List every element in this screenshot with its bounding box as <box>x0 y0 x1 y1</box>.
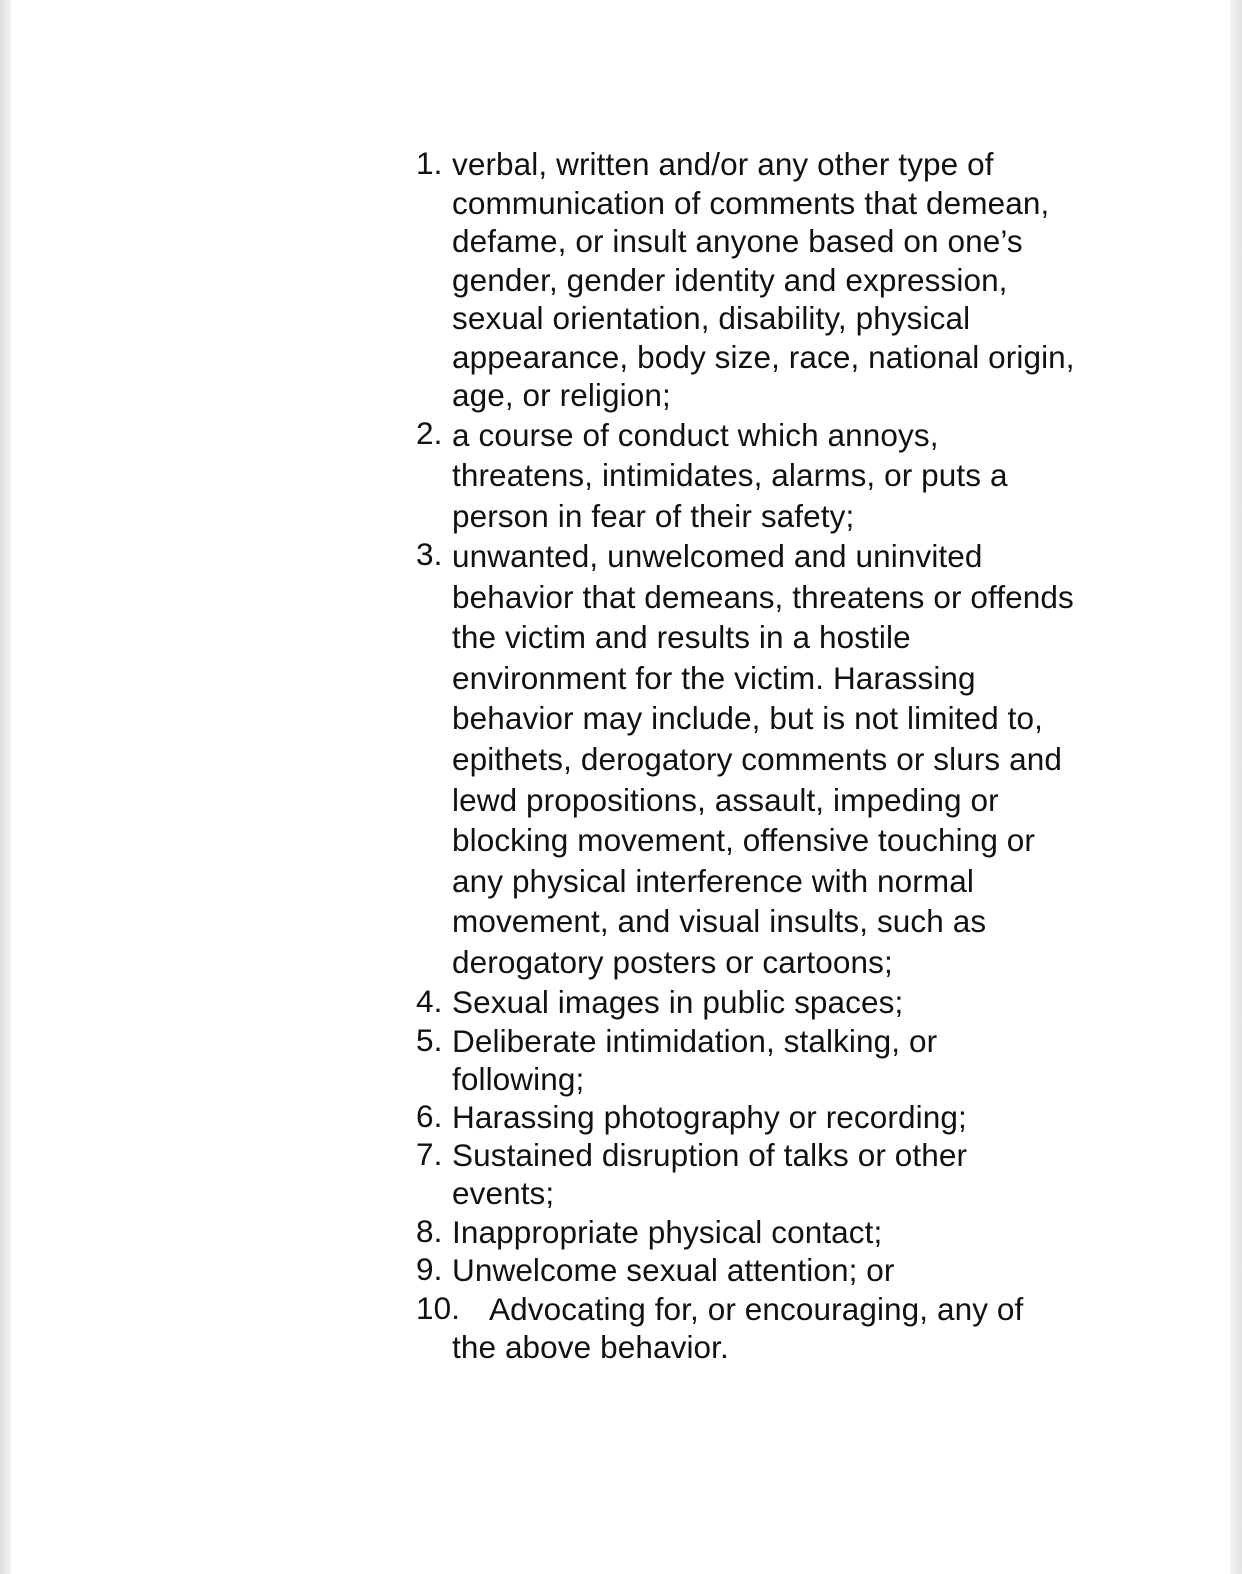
list-item-text: Sexual images in public spaces; <box>452 983 904 1020</box>
numbered-list <box>416 145 1076 1367</box>
list-item-number: 4. <box>416 982 443 1019</box>
list-item <box>416 536 1076 983</box>
list-item <box>416 1022 1076 1098</box>
list-item <box>416 145 1076 415</box>
list-item-number: 3. <box>416 536 443 572</box>
list-item <box>416 1251 1076 1290</box>
list-item-text: Unwelcome sexual attention; or <box>452 1252 895 1289</box>
list-item-text: Sustained disruption of talks or other events; <box>452 1136 968 1212</box>
list-item-text: Advocating for, or encouraging, any of the above behavior. <box>452 1290 1024 1366</box>
list-item-text: Inappropriate physical contact; <box>452 1213 883 1250</box>
list-item <box>416 983 1076 1022</box>
list-item-number: 10. <box>416 1289 461 1326</box>
list-item-text: unwanted, unwelcomed and uninvited behavior that demeans, threatens or offends the victim and results in a hostile environment for the victim. Harassing behavior may include, but is not limited to, epithets, derogatory comments or slurs and lewd propositions, assault, impeding or blocking movement, offensive touching or any physical interference with normal movement, and visual insults, such as derogatory posters or cartoons; <box>452 538 1074 980</box>
list-item <box>416 415 1076 537</box>
list-item <box>416 1098 1076 1136</box>
list-item-text: verbal, written and/or any other type of communication of comments that demean, defame, or insult anyone based on one’s gender, gender identity and expression, sexual orientation, disability, physical appearance, body size, race, national origin, age, or religion; <box>452 146 1075 413</box>
list-item-number: 8. <box>416 1212 443 1249</box>
list-item-text: Harassing photography or recording; <box>452 1098 967 1135</box>
list-item-number: 5. <box>416 1021 443 1058</box>
document-page <box>12 0 1230 1574</box>
list-item-number: 6. <box>416 1097 443 1134</box>
list-item-text: a course of conduct which annoys, threatens, intimidates, alarms, or puts a person in fear of their safety; <box>452 416 1008 534</box>
list-item-text: Deliberate intimidation, stalking, or following; <box>452 1022 938 1097</box>
list-item <box>416 1213 1076 1252</box>
list-item-number: 2. <box>416 414 443 451</box>
list-item-number: 9. <box>416 1251 443 1288</box>
list-item <box>416 1290 1076 1367</box>
list-item-number: 1. <box>416 145 443 181</box>
list-item <box>416 1136 1076 1213</box>
list-item-number: 7. <box>416 1135 443 1172</box>
